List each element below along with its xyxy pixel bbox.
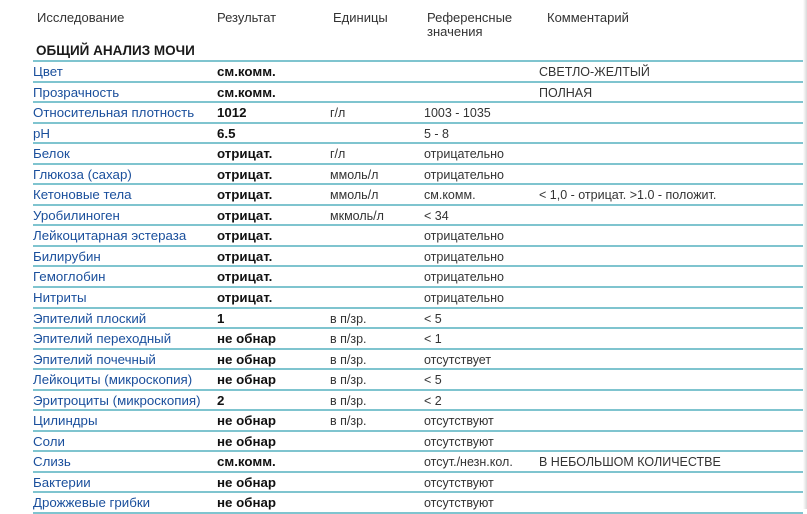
reference-value: отсутствует [424, 352, 492, 367]
results-table [33, 62, 803, 514]
result-value: 6.5 [217, 125, 236, 141]
test-name: Бактерии [33, 474, 91, 490]
unit-value: в п/зр. [330, 393, 367, 408]
table-row [33, 473, 803, 494]
reference-value: отсутствуют [424, 475, 494, 490]
result-value: отрицат. [217, 187, 273, 203]
test-name: Слизь [33, 454, 71, 470]
header-reference: Референсные значения [427, 10, 513, 39]
result-value: не обнар [217, 413, 277, 429]
reference-value: 5 - 8 [424, 126, 450, 141]
table-row [33, 124, 803, 145]
unit-value: ммоль/л [330, 188, 379, 203]
test-name: Относительная плотность [33, 105, 195, 121]
reference-value: отрицательно [424, 291, 504, 306]
result-value: не обнар [217, 331, 277, 347]
test-name: Прозрачность [33, 84, 120, 100]
test-name: Цилиндры [33, 413, 98, 429]
unit-value: в п/зр. [330, 311, 367, 326]
table-row [33, 411, 803, 432]
unit-value: г/л [330, 106, 346, 121]
result-value: не обнар [217, 351, 277, 367]
reference-value: отрицательно [424, 229, 504, 244]
table-row [33, 267, 803, 288]
test-name: Эпителий почечный [33, 351, 156, 367]
test-name: Кетоновые тела [33, 187, 132, 203]
table-row [33, 370, 803, 391]
comment-value: В НЕБОЛЬШОМ КОЛИЧЕСТВЕ [539, 455, 721, 470]
table-row [33, 103, 803, 124]
table-row [33, 329, 803, 350]
result-value: не обнар [217, 433, 277, 449]
table-row [33, 493, 803, 514]
test-name: Билирубин [33, 248, 101, 264]
unit-value: в п/зр. [330, 414, 367, 429]
result-value: отрицат. [217, 248, 273, 264]
result-value: отрицат. [217, 228, 273, 244]
reference-value: отрицательно [424, 147, 504, 162]
header-units: Единицы [333, 10, 388, 25]
unit-value: ммоль/л [330, 167, 379, 182]
header-comment: Комментарий [547, 10, 629, 25]
unit-value: в п/зр. [330, 373, 367, 388]
result-value: отрицат. [217, 146, 273, 162]
reference-value: 1003 - 1035 [424, 106, 491, 121]
result-value: не обнар [217, 474, 277, 490]
result-value: 2 [217, 392, 225, 408]
header-test: Исследование [37, 10, 125, 25]
test-name: Белок [33, 146, 70, 162]
test-name: Лейкоцитарная эстераза [33, 228, 187, 244]
reference-value: отсутствуют [424, 496, 494, 511]
result-value: не обнар [217, 372, 277, 388]
table-row [33, 144, 803, 165]
test-name: Цвет [33, 64, 63, 79]
result-value: отрицат. [217, 290, 273, 306]
test-name: Соли [33, 433, 65, 449]
reference-value: < 1 [424, 332, 442, 347]
reference-value: < 5 [424, 373, 442, 388]
header-result: Результат [217, 10, 277, 25]
result-value: 1012 [217, 105, 247, 121]
table-row [33, 185, 803, 206]
reference-value: отрицательно [424, 249, 504, 264]
test-name: Уробилиноген [33, 207, 120, 223]
table-row [33, 432, 803, 453]
test-name: Эпителий переходный [33, 331, 172, 347]
test-name: Дрожжевые грибки [33, 495, 151, 511]
unit-value: в п/зр. [330, 352, 367, 367]
table-row [33, 452, 803, 473]
unit-value: г/л [330, 147, 346, 162]
comment-value: < 1,0 - отрицат. >1.0 - положит. [539, 188, 717, 203]
reference-value: отсутствуют [424, 414, 494, 429]
test-name: Лейкоциты (микроскопия) [33, 372, 193, 388]
table-row [33, 247, 803, 268]
comment-value: СВЕТЛО-ЖЕЛТЫЙ [539, 65, 650, 79]
result-value: не обнар [217, 495, 277, 511]
result-value: см.комм. [217, 84, 276, 100]
test-name: Гемоглобин [33, 269, 106, 285]
reference-value: < 5 [424, 311, 442, 326]
reference-value: отсутствуют [424, 434, 494, 449]
result-value: см.комм. [217, 64, 276, 79]
table-row [33, 206, 803, 227]
reference-value: отрицательно [424, 167, 504, 182]
table-row [33, 83, 803, 104]
section-title: ОБЩИЙ АНАЛИЗ МОЧИ [33, 42, 803, 62]
table-header [0, 0, 807, 42]
reference-value: отрицательно [424, 270, 504, 285]
result-value: отрицат. [217, 207, 273, 223]
test-name: Эритроциты (микроскопия) [33, 392, 201, 408]
table-row [33, 62, 803, 83]
test-name: pH [33, 125, 50, 141]
result-value: см.комм. [217, 454, 276, 470]
comment-value: ПОЛНАЯ [539, 85, 593, 100]
test-name: Нитриты [33, 290, 87, 306]
table-row [33, 165, 803, 186]
reference-value: см.комм. [424, 188, 476, 203]
result-value: отрицат. [217, 166, 273, 182]
result-value: 1 [217, 310, 225, 326]
table-row [33, 288, 803, 309]
table-row [33, 350, 803, 371]
result-value: отрицат. [217, 269, 273, 285]
test-name: Эпителий плоский [33, 310, 147, 326]
table-row [33, 391, 803, 412]
page-edge [803, 0, 807, 509]
unit-value: мкмоль/л [330, 208, 384, 223]
reference-value: < 2 [424, 393, 442, 408]
reference-value: отсут./незн.кол. [424, 455, 513, 470]
test-name: Глюкоза (сахар) [33, 166, 132, 182]
reference-value: < 34 [424, 208, 449, 223]
table-row [33, 226, 803, 247]
unit-value: в п/зр. [330, 332, 367, 347]
table-row [33, 309, 803, 330]
